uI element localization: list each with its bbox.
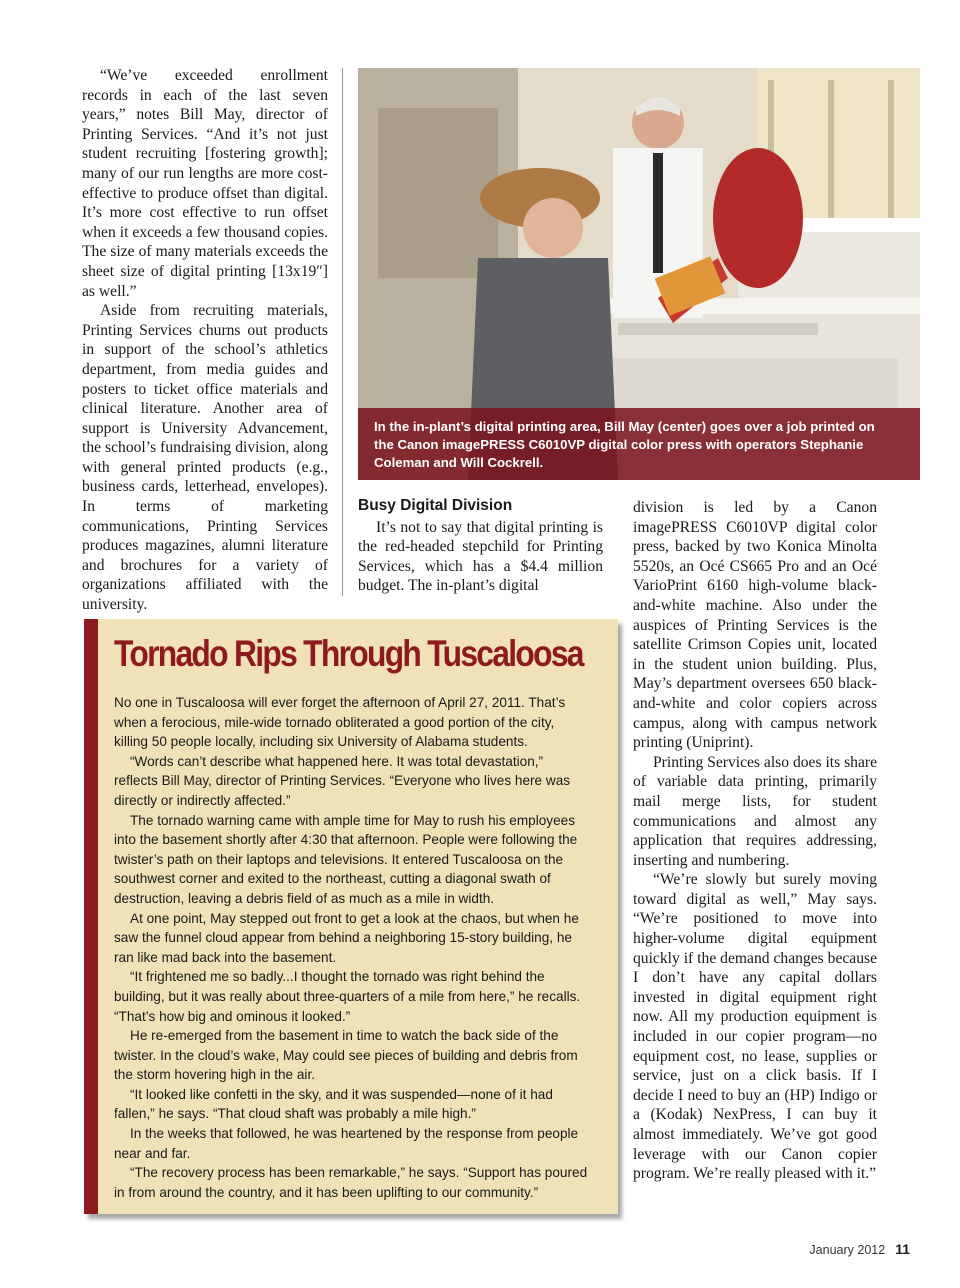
sidebar-box — [84, 619, 618, 1214]
paragraph: division is led by a Canon imagePRESS C6010VP digital color press, backed by two Konica Minolta 5520s, an Océ CS665 Pro and an Océ VarioPrint 6160 high-volume black-and-white machine. Also under the auspices of Printing Services is the satellite Crimson Copies unit, located in the student union building. Plus, May’s department oversees 650 black-and-white and color copiers across campus, along with campus network printing (Uniprint). — [633, 499, 877, 752]
sidebar-paragraph: In the weeks that followed, he was heartened by the response from people near and far. — [114, 1126, 579, 1161]
issue-date: January 2012 — [809, 1243, 886, 1257]
sidebar-text — [114, 693, 588, 1202]
sidebar-paragraph: “Words can’t describe what happened here. It was total devastation,” reflects Bill May, director of Printing Services. “Everyone who lives here was directly or indirectly affected.” — [114, 753, 571, 808]
paragraph: Printing Services also does its share of variable data printing, primarily mail merge lists, for student communications and almost any application that requires addressing, inserting and numbering. — [633, 753, 877, 869]
page-number: 11 — [895, 1241, 910, 1257]
sidebar-paragraph: “It looked like confetti in the sky, and it was suspended—none of it had fallen,” he says. “That cloud shaft was probably a mile high.” — [114, 1086, 553, 1122]
middle-column — [358, 496, 603, 596]
sidebar-paragraph: “The recovery process has been remarkable,” he says. “Support has poured in from around the country, and it has been uplifting to our community.” — [114, 1165, 588, 1200]
paragraph: It’s not to say that digital printing is the red-headed stepchild for Printing Services, which has a $4.4 million budget. The in-plant’s digital — [358, 518, 603, 595]
photo-caption: In the in-plant’s digital printing area, Bill May (center) goes over a job printed on the Canon imagePRESS C6010VP digital color press with operators Stephanie Coleman and Will Cockrell. — [358, 408, 920, 480]
paragraph: “We’re slowly but surely moving toward digital as well,” May says. “We’re positioned to move into higher-volume digital equipment quickly if the demand changes because I don’t have any capital dollars invested in digital equipment right now. All my production equipment is included in our copier program—no equipment cost, no lease, supplies or service, just on a click basis. If I decide I need to buy an (HP) Indigo or a (Kodak) NexPress, I can buy it almost immediately. We’ve got good leverage with our Canon copier program. We’re really pleased with it.” — [633, 871, 877, 1183]
left-column — [82, 66, 328, 615]
sidebar-title: Tornado Rips Through Tuscaloosa — [114, 633, 583, 674]
page-footer — [809, 1241, 910, 1257]
sidebar-paragraph: No one in Tuscaloosa will ever forget the afternoon of April 27, 2011. That’s when a ferocious, mile-wide tornado obliterated a good portion of the city, killing 50 people locally, including six University of Alabama students. — [114, 695, 566, 750]
paragraph: Aside from recruiting materials, Printing Services churns out products in support of the school’s athletics department, from media guides and posters to ticket office materials and clinical literature. Another area of support is University Advancement, the school’s fundraising division, along with general printed products (e.g., business cards, letterhead, envelopes). In terms of marketing communications, Printing Services produces magazines, alumni literature and brochures for a variety of organizations affiliated with the university. — [82, 302, 328, 614]
sidebar-paragraph: The tornado warning came with ample time for May to rush his employees into the basement shortly after 4:30 that afternoon. People were following the twister’s path on their laptops and televisions. It entered Tuscaloosa on the southwest corner and exited to the northeast, cutting a diagonal swath of destruction, leaving a debris field of as much as a mile in width. — [114, 812, 578, 906]
sidebar-paragraph: “It frightened me so badly...I thought the tornado was right behind the building, but it was really about three-quarters of a mile from here,” he recalls. “That’s how big and ominous it looked.” — [114, 969, 581, 1024]
subhead: Busy Digital Division — [358, 497, 513, 514]
right-column — [633, 498, 877, 1184]
photo — [358, 68, 920, 480]
paragraph: “We’ve exceeded enrollment records in each of the last seven years,” notes Bill May, director of Printing Services. “And it’s not just student recruiting [fostering growth]; many of our run lengths are more cost-effective to produce offset than digital. It’s more cost effective to run offset when it exceeds a few thousand copies. The size of many materials exceeds the sheet size of digital printing [13x19″] as well.” — [82, 67, 328, 300]
sidebar-paragraph: At one point, May stepped out front to get a look at the chaos, but when he saw the funnel cloud appear from behind a neighboring 15-story building, he ran like mad back into the basement. — [114, 910, 579, 965]
sidebar-paragraph: He re-emerged from the basement in time to watch the back side of the twister. In the cloud’s wake, May could see pieces of building and debris from the storm hovering high in the air. — [114, 1028, 578, 1083]
column-divider — [342, 68, 343, 596]
